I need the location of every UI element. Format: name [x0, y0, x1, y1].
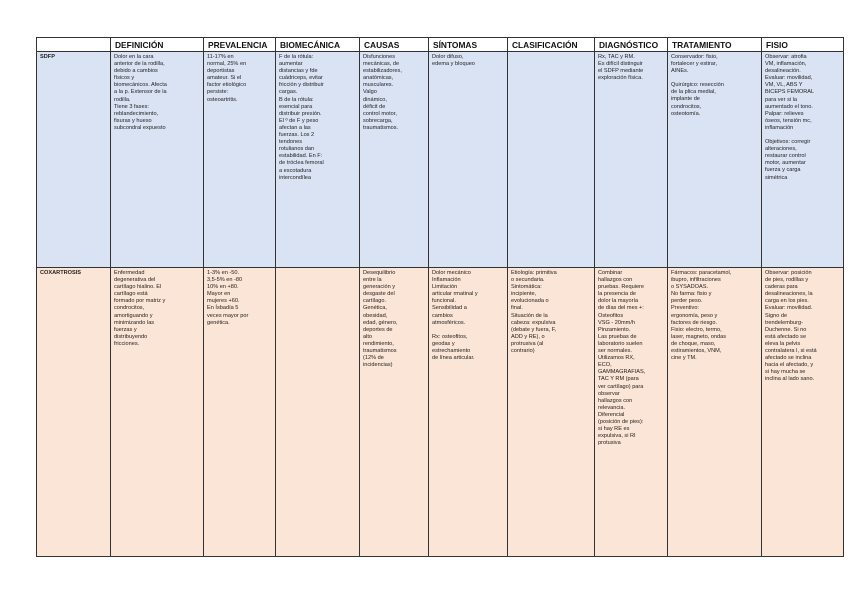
cell-line: a la p. Extensor de la — [114, 89, 167, 96]
cell-line: restaurar control — [765, 153, 806, 160]
cell-line: veces mayor por — [207, 312, 249, 319]
cell-line: ser normales. — [598, 348, 632, 355]
cell-line: ECO, — [598, 362, 612, 369]
cell-line: distancias y fde — [279, 68, 318, 75]
cell-line: incipiente, — [511, 291, 537, 298]
cell-line: perder peso. — [671, 298, 703, 305]
cell-line — [671, 75, 758, 82]
cell-diagnostico — [595, 52, 668, 268]
cell-line: deportistas — [207, 68, 235, 75]
cell-line: atmosféricos. — [432, 319, 466, 326]
cell-line: Evaluar: movilidad, — [765, 75, 813, 82]
cell-definicion — [111, 268, 204, 557]
header-causas: CAUSAS — [360, 38, 429, 52]
cell-line: afectado se inclina — [765, 355, 812, 362]
cell-line: F de la rótula: — [279, 54, 314, 60]
cell-line: pruebas. Requiere — [598, 284, 645, 291]
cell-line: simétrica — [765, 174, 788, 181]
cell-line: amateur. Si el — [207, 75, 242, 82]
cell-line: distribuir presión. — [279, 110, 322, 117]
cell-line: déficit de — [363, 103, 386, 110]
cell-line: fricción y distribuir — [279, 82, 324, 89]
cell-sintomas — [429, 268, 508, 557]
cell-tratamiento — [668, 268, 762, 557]
cell-causas — [360, 52, 429, 268]
cell-line: estabilidad. En F: — [279, 153, 323, 160]
cell-line: El º de F y peso — [279, 117, 319, 124]
cell-line: Es difícil distinguir — [598, 61, 643, 68]
cell-line: Fármacos: paracetamol, — [671, 270, 732, 276]
cell-line: Sensibilidad a — [432, 305, 467, 312]
cell-line: Observar: posición — [765, 270, 812, 276]
cell-line: Inflamación — [432, 277, 461, 284]
cell-line: Dolor mecánico — [432, 270, 471, 276]
cell-line: generación y — [363, 284, 396, 291]
cell-clasificacion — [508, 52, 595, 268]
cell-line: rotulianos dan — [279, 146, 315, 153]
cell-line: traumatismos. — [363, 124, 399, 131]
cell-line: dolor la mayoría — [598, 298, 639, 305]
cell-line: distribuyendo — [114, 333, 148, 340]
cell-line: traumatismos — [363, 348, 397, 355]
cell-line: contrario) — [511, 348, 535, 355]
cell-line: observar — [598, 390, 620, 397]
cell-line: aumentado el tono. — [765, 103, 813, 110]
cell-line: Palpar: relieves — [765, 110, 804, 117]
cell-line: hallazgos con — [598, 397, 633, 404]
cell-line: Signo de — [765, 312, 788, 319]
header-corner — [37, 38, 111, 52]
cell-fisio — [762, 52, 844, 268]
cell-line: cartílago hialino. El — [114, 284, 162, 291]
cell-line: ver cartílago) para — [598, 383, 644, 390]
cell-fisio — [762, 268, 844, 557]
cell-line: cabeza: expulsiva — [511, 319, 556, 326]
cell-line: Combinar — [598, 270, 623, 276]
cell-line: persiste: — [207, 89, 229, 96]
cell-line: laser, magneto, ondas — [671, 333, 727, 340]
cell-line: genética. — [207, 319, 230, 326]
cell-line: debido a cambios — [114, 68, 158, 75]
cell-line: Rx, TAC y RM. — [598, 54, 635, 60]
cell-line: óseos, tensión mc, — [765, 117, 812, 124]
cell-line: ergonomía, peso y — [671, 312, 718, 319]
cell-line: trendelemburg- — [765, 319, 803, 326]
cell-line: 3,5-5% en -80 — [207, 277, 243, 284]
cell-line: musculares. — [363, 82, 394, 89]
cell-line: fisuras y hueso — [114, 117, 152, 124]
cell-line: mecánicas, de — [363, 61, 400, 68]
cell-line: amortiguando y — [114, 312, 153, 319]
cell-line: osteotomía. — [671, 110, 701, 117]
cell-line: ADD y RE), o — [511, 333, 545, 340]
cell-line: normal, 25% en — [207, 61, 247, 68]
cell-line: Las pruebas de — [598, 333, 637, 340]
cell-line: fricciones. — [114, 340, 140, 347]
cell-line: osteoartritis. — [207, 96, 238, 103]
header-diagnostico: DIAGNÓSTICO — [595, 38, 668, 52]
cell-line: VM, inflamación, — [765, 61, 807, 68]
cell-line: rodilla. — [114, 96, 131, 103]
cell-line: Genética, — [363, 305, 387, 312]
cell-line: En Ísbadía 5 — [207, 305, 239, 312]
cell-line: de días del mes +: — [598, 305, 644, 312]
cell-line: tendones — [279, 139, 303, 146]
cell-line: factores de riesgo. — [671, 319, 718, 326]
cell-line: Rx: osteofitos, — [432, 333, 468, 340]
cell-line: estiramientos, VNM, — [671, 348, 722, 355]
cell-line: GAMMAGRAFIAS, — [598, 369, 646, 376]
cell-line: Osteofitos — [598, 312, 624, 319]
cell-line: BICEPS FEMORAL — [765, 89, 815, 96]
cell-line: VSG - 20mm/h — [598, 319, 635, 326]
cell-line: inflamación — [765, 124, 794, 131]
cell-line: articular rmatinal y — [432, 291, 478, 298]
cell-line: físicos y — [114, 75, 135, 82]
cell-line: o SYSADOAS. — [671, 284, 708, 291]
cell-line: o secundaria. — [511, 277, 545, 284]
cell-clasificacion — [508, 268, 595, 557]
row-label-sdfp: SDFP — [37, 52, 111, 268]
cell-line: Mayor en — [207, 291, 231, 298]
cell-line: desalineaciones, la — [765, 291, 813, 298]
cell-line: edad, género, — [363, 319, 398, 326]
cell-line: 1-3% en -50. — [207, 270, 240, 276]
cell-line: entre la — [363, 277, 382, 284]
cell-line: relevancia. — [598, 404, 626, 411]
cell-biomecanica — [276, 268, 360, 557]
cell-line: sobrecarga, — [363, 117, 393, 124]
cell-line: edema y bloqueo — [432, 61, 475, 68]
cell-line: laboratorio suelen — [598, 340, 643, 347]
cell-line: Sintomática: — [511, 284, 542, 291]
cell-prevalencia — [204, 268, 276, 557]
cell-line: anterior de la rodilla, — [114, 61, 165, 68]
cell-line: Observar: atrofia — [765, 54, 807, 60]
cell-line: Evaluar: movilidad. — [765, 305, 813, 312]
header-prevalencia: PREVALENCIA — [204, 38, 276, 52]
cell-line: Dolor en la cara — [114, 54, 154, 60]
cell-line: de choque, maso, — [671, 340, 716, 347]
cell-line: el SDFP mediante — [598, 68, 644, 75]
cell-line: si hay mucha se — [765, 369, 806, 376]
cell-line: caderas para — [765, 284, 798, 291]
cell-line: Disfunciones — [363, 54, 396, 60]
cell-line: minimizando las — [114, 319, 155, 326]
cell-line: Tiene 3 fases: — [114, 103, 149, 110]
cell-line: estabilizadores, — [363, 68, 402, 75]
cell-line: Etiología: primitiva — [511, 270, 557, 276]
cell-line: control motor, — [363, 110, 397, 117]
cell-line: fuerza y carga — [765, 167, 801, 174]
cell-line — [432, 327, 504, 334]
header-tratamiento: TRATAMIENTO — [668, 38, 762, 52]
cell-line: a escotadura — [279, 167, 312, 174]
cell-line: hallazgos con — [598, 277, 633, 284]
cell-line: final. — [511, 305, 523, 312]
cell-line: rendimiento, — [363, 340, 394, 347]
cell-line: cartílago está — [114, 291, 148, 298]
cell-line: obesidad, — [363, 312, 388, 319]
cell-line: Preventivo: — [671, 305, 699, 312]
cell-tratamiento — [668, 52, 762, 268]
cell-definicion — [111, 52, 204, 268]
cell-line: anatómicas, — [363, 75, 394, 82]
cell-line: degenerativa del — [114, 277, 156, 284]
cell-line: inclina al lado sano. — [765, 376, 815, 383]
cell-line: Fisio: electro, termo, — [671, 326, 722, 333]
cell-line: hacia el afectado, y — [765, 362, 814, 369]
cell-diagnostico — [595, 268, 668, 557]
cell-line: formado por matriz y — [114, 298, 166, 305]
cell-line: Situación de la — [511, 312, 548, 319]
cell-line: carga en los pies. — [765, 298, 809, 305]
cell-line: fuerzas. Los 2 — [279, 132, 315, 139]
cell-line: 11-17% en — [207, 54, 234, 60]
cell-line: condrocitos, — [114, 305, 145, 312]
cell-line: Diferencial — [598, 411, 625, 418]
cell-line: de tróclea femoral — [279, 160, 324, 167]
cell-line: VM, VL, ABS Y — [765, 82, 803, 89]
cell-line: cuádriceps, evitar — [279, 75, 323, 82]
row-label-coxartrosis: COXARTROSIS — [37, 268, 111, 557]
cell-line: Pinzamiento. — [598, 326, 631, 333]
cell-line: factor etiológico — [207, 82, 247, 89]
cell-line: la presencia de — [598, 291, 636, 298]
cell-line: protusiva — [598, 440, 621, 447]
cell-line: Duchenne. Si no — [765, 326, 807, 333]
cell-prevalencia — [204, 52, 276, 268]
cell-line: Valgo — [363, 89, 377, 96]
cell-line: de pies, rodillas y — [765, 277, 809, 284]
cell-line: alteraciones, — [765, 146, 797, 153]
cell-line: protrusiva (al — [511, 340, 544, 347]
cell-line: desalineación. — [765, 68, 801, 75]
cell-line: contralatera l, si está — [765, 348, 817, 355]
cell-sintomas — [429, 52, 508, 268]
cell-line: afectan a las — [279, 124, 311, 131]
cell-biomecanica — [276, 52, 360, 268]
cell-line: biomecánicos. Afecta — [114, 82, 167, 89]
cell-line: TAC Y RM (para — [598, 376, 639, 383]
cell-line: ibupro, infiltraciones — [671, 277, 721, 284]
cell-line: eleva la pelvis — [765, 340, 801, 347]
cell-line: Limitación — [432, 284, 458, 291]
cell-line: 10% en +80. — [207, 284, 239, 291]
cell-line: cartílago. — [363, 298, 387, 305]
cell-causas — [360, 268, 429, 557]
cell-line: fuerzas y — [114, 326, 137, 333]
cell-line: desgaste del — [363, 291, 395, 298]
comparison-table — [36, 37, 844, 557]
cell-line: esencial para — [279, 103, 313, 110]
cell-line: exploración física. — [598, 75, 643, 82]
cell-line: cambios — [432, 312, 453, 319]
cell-line: expulsiva, si RI — [598, 433, 636, 440]
cell-line: reblandecimiento, — [114, 110, 159, 117]
cell-line: geodas y — [432, 340, 455, 347]
cell-line: Conservador: fisio, — [671, 54, 718, 60]
cell-line: alto — [363, 333, 373, 340]
cell-line: fortalecer y estirar, — [671, 61, 718, 68]
cell-line: condrocitos, — [671, 103, 702, 110]
cell-line: B de la rótula: — [279, 96, 314, 103]
cell-line: (debate y fuera, F, — [511, 326, 557, 333]
cell-line: intercondílea — [279, 174, 312, 181]
cell-line: mujeres +60. — [207, 298, 240, 305]
cell-line: subcondral expuesto — [114, 124, 166, 131]
cell-line: cine y TM. — [671, 355, 697, 362]
cell-line: está afectado se — [765, 333, 807, 340]
header-sintomas: SÍNTOMAS — [429, 38, 508, 52]
row-coxartrosis — [37, 268, 844, 557]
cell-line: AINEs. — [671, 68, 689, 75]
cell-line: Desequilibrio — [363, 270, 396, 276]
cell-line: No farma: fisio y — [671, 291, 712, 298]
cell-line: Quirúrgico: resección — [671, 82, 724, 89]
cell-line: para ver si la — [765, 96, 798, 103]
cell-line: (posición de pies): — [598, 418, 644, 425]
cell-line: (12% de — [363, 355, 384, 362]
cell-line: Utilizamos RX, — [598, 355, 635, 362]
cell-line: implante de — [671, 96, 700, 103]
cell-line: incidencias) — [363, 362, 393, 369]
row-sdfp — [37, 52, 844, 268]
header-row — [37, 38, 844, 52]
cell-line: Enfermedad — [114, 270, 145, 276]
cell-line: de línea articular. — [432, 355, 475, 362]
cell-line: dinámico, — [363, 96, 387, 103]
cell-line — [765, 132, 840, 139]
cell-line: cargas. — [279, 89, 298, 96]
cell-line: Objetivos: corregir — [765, 139, 811, 146]
header-fisio: FISIO — [762, 38, 844, 52]
cell-line: de la plica medial, — [671, 89, 716, 96]
cell-line: motor, aumentar — [765, 160, 806, 167]
cell-line: evolucionada o — [511, 298, 549, 305]
header-biomecanica: BIOMECÁNICA — [276, 38, 360, 52]
cell-line: deportes de — [363, 326, 393, 333]
cell-line: si hay RE es — [598, 426, 630, 433]
cell-line: aumentar — [279, 61, 303, 68]
cell-line: Dolor difuso, — [432, 54, 464, 60]
cell-line: estrechamiento — [432, 347, 471, 354]
header-definicion: DEFINICIÓN — [111, 38, 204, 52]
header-clasificacion: CLASIFICACIÓN — [508, 38, 595, 52]
cell-line: funcional. — [432, 298, 456, 305]
